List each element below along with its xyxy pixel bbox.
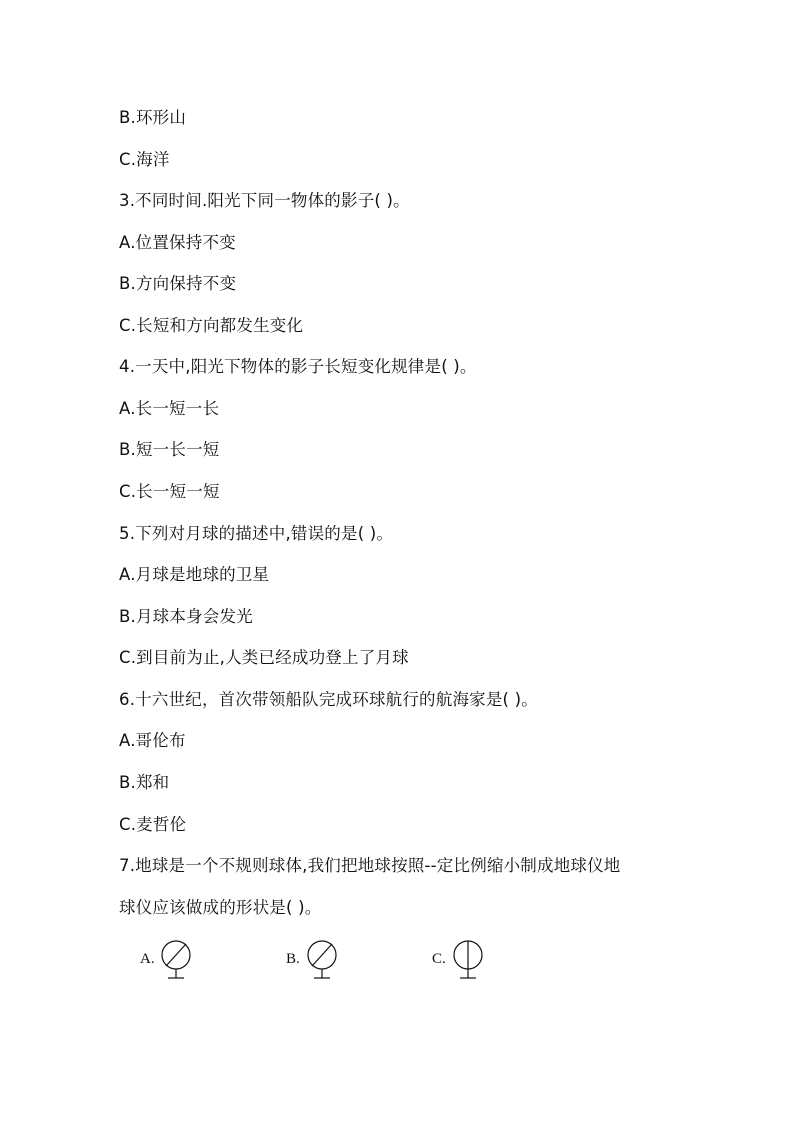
q7-option-b-label: B.	[286, 951, 300, 967]
q4-option-a: A.长一短一长	[119, 399, 220, 418]
question-5: 5.下列对月球的描述中,错误的是( )。	[119, 524, 394, 543]
q5-option-b: B.月球本身会发光	[119, 607, 253, 626]
question-7-line-2: 球仪应该做成的形状是( )。	[119, 898, 322, 917]
q3-option-c: C.长短和方向都发生变化	[119, 316, 304, 335]
q3-option-a: A.位置保持不变	[119, 233, 236, 252]
tilted-globe-icon	[160, 938, 196, 982]
q7-option-b	[286, 938, 356, 988]
q6-option-b: B.郑和	[119, 773, 170, 792]
q4-option-b: B.短一长一短	[119, 440, 220, 459]
question-7-line-1: 7.地球是一个不规则球体,我们把地球按照--定比例缩小制成地球仪地	[119, 856, 621, 875]
q4-option-c: C.长一短一短	[119, 482, 220, 501]
tilted-globe-icon	[306, 938, 342, 982]
q7-option-a	[140, 938, 210, 988]
q7-options	[140, 938, 500, 988]
q6-option-a: A.哥伦布	[119, 731, 186, 750]
q7-option-a-label: A.	[140, 951, 155, 967]
q7-option-c-label: C.	[432, 951, 446, 967]
q6-option-c: C.麦哲伦	[119, 815, 187, 834]
upright-globe-icon	[452, 938, 488, 982]
question-4: 4.一天中,阳光下物体的影子长短变化规律是( )。	[119, 357, 477, 376]
q5-option-c: C.到目前为止,人类已经成功登上了月球	[119, 648, 409, 667]
q7-option-c	[432, 938, 502, 988]
question-6: 6.十六世纪，首次带领船队完成环球航行的航海家是( )。	[119, 690, 538, 709]
q3-option-b: B.方向保持不变	[119, 274, 237, 293]
q2-option-b: B.环形山	[119, 108, 187, 127]
q2-option-c: C.海洋	[119, 150, 170, 169]
q5-option-a: A.月球是地球的卫星	[119, 565, 270, 584]
question-3: 3.不同时间.阳光下同一物体的影子( )。	[119, 191, 410, 210]
